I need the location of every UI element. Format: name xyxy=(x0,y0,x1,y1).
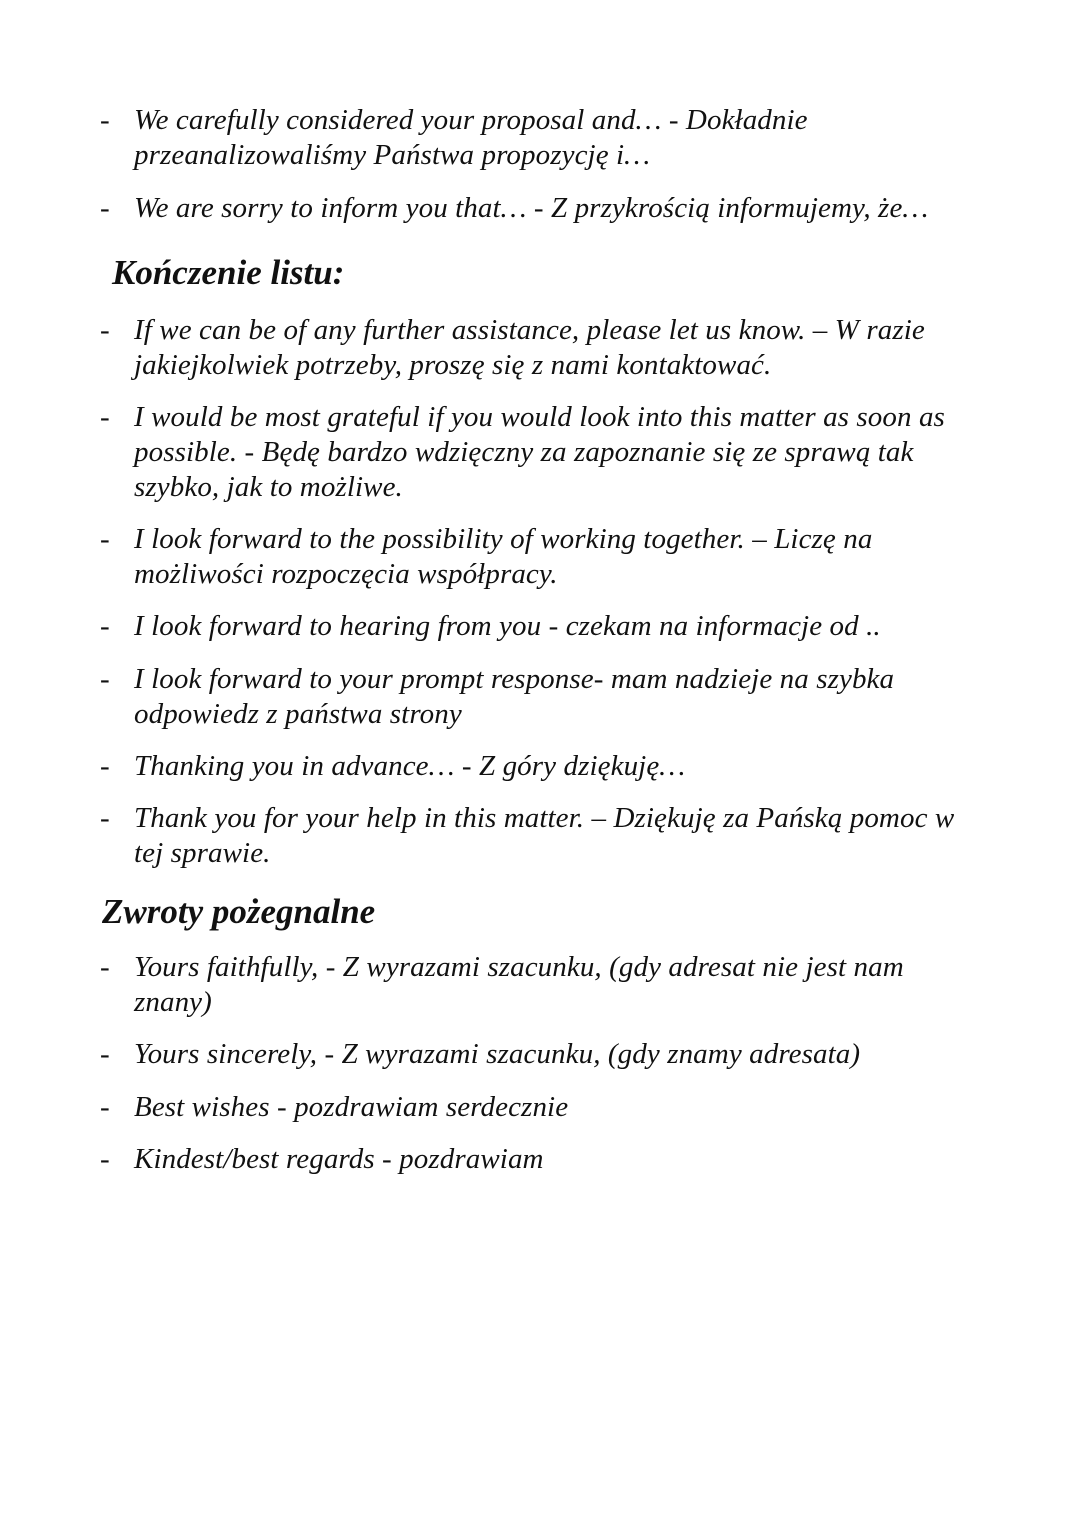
bullet-dash: - xyxy=(100,663,110,695)
list-item xyxy=(100,103,980,173)
list-item xyxy=(100,609,980,644)
bullet-dash: - xyxy=(100,750,110,782)
bullet-dash: - xyxy=(100,401,110,433)
list-item-text: Yours faithfully, - Z wyrazami szacunku, (gdy adresat nie jest nam znany) xyxy=(134,951,904,1018)
list-item-text: Yours sincerely, - Z wyrazami szacunku, (gdy znamy adresata) xyxy=(134,1038,861,1070)
bullet-dash: - xyxy=(100,1038,110,1070)
list-item xyxy=(100,1142,980,1177)
list-item xyxy=(100,191,980,226)
bullet-dash: - xyxy=(100,802,110,834)
list-item-text: We are sorry to inform you that… - Z przykrością informujemy, że… xyxy=(134,192,929,224)
list-item-text: If we can be of any further assistance, please let us know. – W razie jakiejkolwiek potrzeby, proszę się z nami kontaktować. xyxy=(134,314,925,381)
bullet-dash: - xyxy=(100,192,110,224)
list-item xyxy=(100,801,980,871)
list-item-text: We carefully considered your proposal and… - Dokładnie przeanalizowaliśmy Państwa propozycję i… xyxy=(134,104,808,171)
bullet-dash: - xyxy=(100,610,110,642)
list-item xyxy=(100,950,980,1020)
section-heading-farewell: Zwroty pożegnalne xyxy=(102,892,376,931)
list-item-text: I look forward to your prompt response- mam nadzieje na szybka odpowiedz z państwa strony xyxy=(134,663,895,730)
section-heading-ending: Kończenie listu: xyxy=(112,253,345,292)
list-item-text: I look forward to hearing from you - czekam na informacje od .. xyxy=(134,610,881,642)
bullet-dash: - xyxy=(100,104,110,136)
list-item xyxy=(100,1037,980,1072)
bullet-dash: - xyxy=(100,951,110,983)
list-item xyxy=(100,400,980,505)
list-item-text: Thank you for your help in this matter. – Dziękuję za Pańską pomoc w tej sprawie. xyxy=(134,802,955,869)
list-item xyxy=(100,313,980,383)
list-item xyxy=(100,1090,980,1125)
bullet-dash: - xyxy=(100,523,110,555)
list-item xyxy=(100,749,980,784)
bullet-dash: - xyxy=(100,314,110,346)
list-item-text: Kindest/best regards - pozdrawiam xyxy=(134,1143,544,1175)
list-item xyxy=(100,662,980,732)
bullet-dash: - xyxy=(100,1143,110,1175)
list-item xyxy=(100,522,980,592)
bullet-dash: - xyxy=(100,1091,110,1123)
list-item-text: Thanking you in advance… - Z góry dziękuję… xyxy=(134,750,686,782)
list-item-text: I look forward to the possibility of working together. – Liczę na możliwości rozpoczęcia współpracy. xyxy=(134,523,873,590)
list-item-text: I would be most grateful if you would look into this matter as soon as possible. - Będę bardzo wdzięczny za zapoznanie się ze sprawą tak szybko, jak to możliwe. xyxy=(134,401,945,503)
list-item-text: Best wishes - pozdrawiam serdecznie xyxy=(134,1091,569,1123)
